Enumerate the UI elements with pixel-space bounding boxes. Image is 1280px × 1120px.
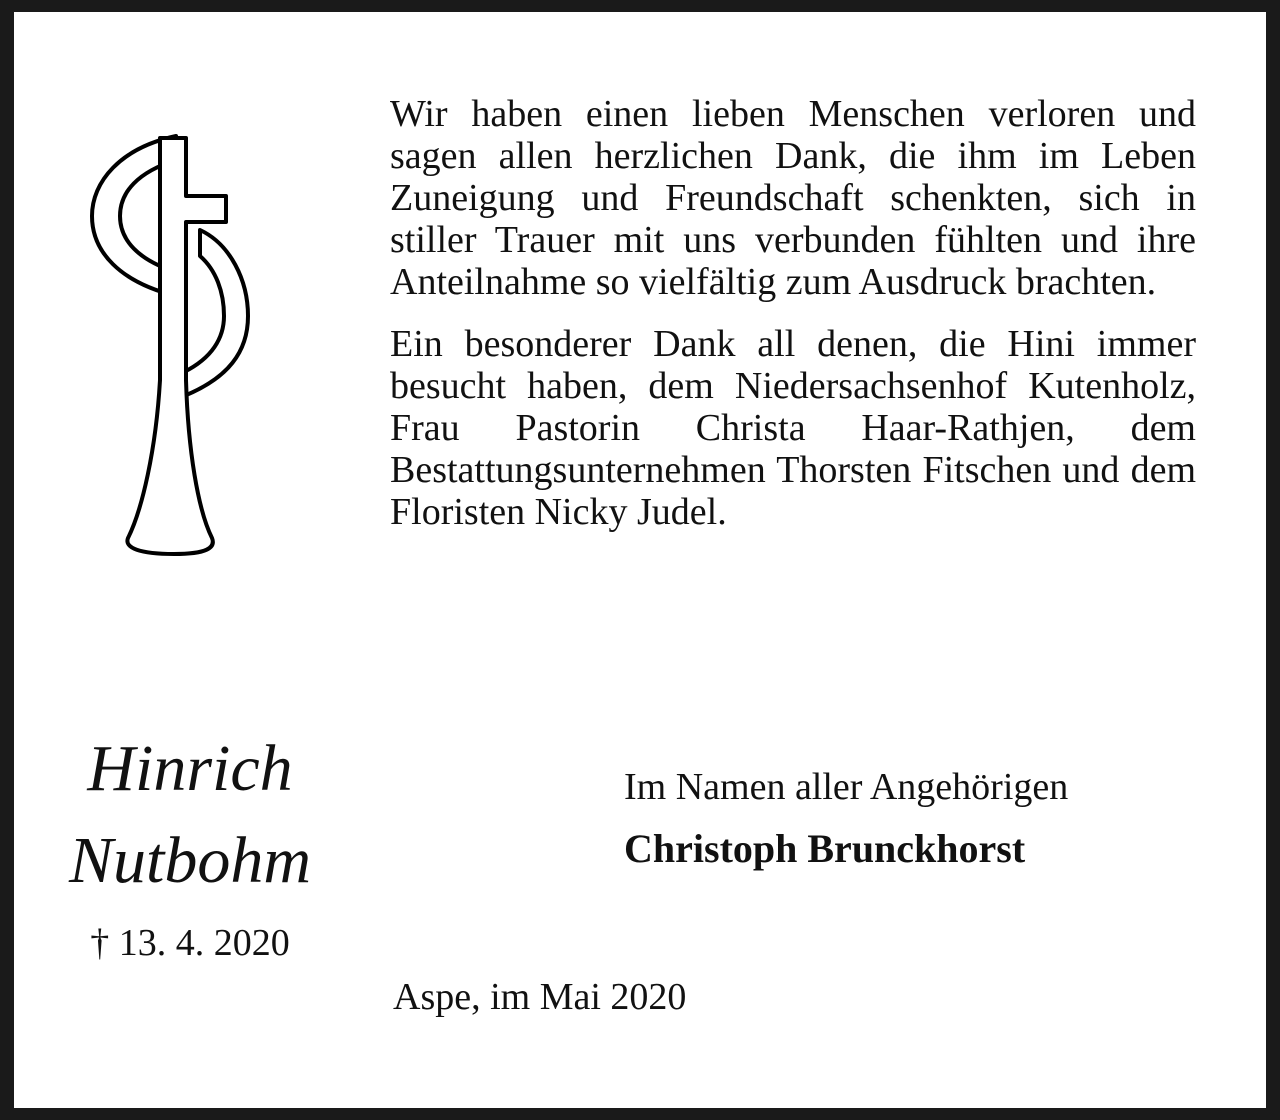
- signature-name: Christoph Brunckhorst: [624, 826, 1026, 871]
- cross-with-arc-icon: [80, 120, 270, 570]
- thank-you-text: [390, 93, 1196, 533]
- deceased-first-name: Hinrich: [87, 732, 293, 805]
- death-date: † 13. 4. 2020: [90, 922, 290, 964]
- deceased-last-name: Nutbohm: [68, 824, 312, 897]
- thank-you-paragraph-2: Ein besonderer Dank all denen, die Hini immer besucht haben, dem Niedersachsenhof Kutenholz, Frau Pastorin Christa Haar-Rathjen, dem Bestattungsunternehmen Thorsten Fitschen und dem Floristen Nicky Judel.: [390, 323, 1196, 533]
- thank-you-paragraph-1: Wir haben einen lieben Menschen verloren und sagen allen herzlichen Dank, die ihm im Leben Zuneigung und Freundschaft schenkten, sich in stiller Trauer mit uns verbunden fühlten und ihre Anteilnahme so vielfältig zum Ausdruck brachten.: [390, 93, 1196, 303]
- place-and-date: Aspe, im Mai 2020: [393, 976, 687, 1018]
- signature-intro: Im Namen aller Angehörigen: [624, 766, 1069, 808]
